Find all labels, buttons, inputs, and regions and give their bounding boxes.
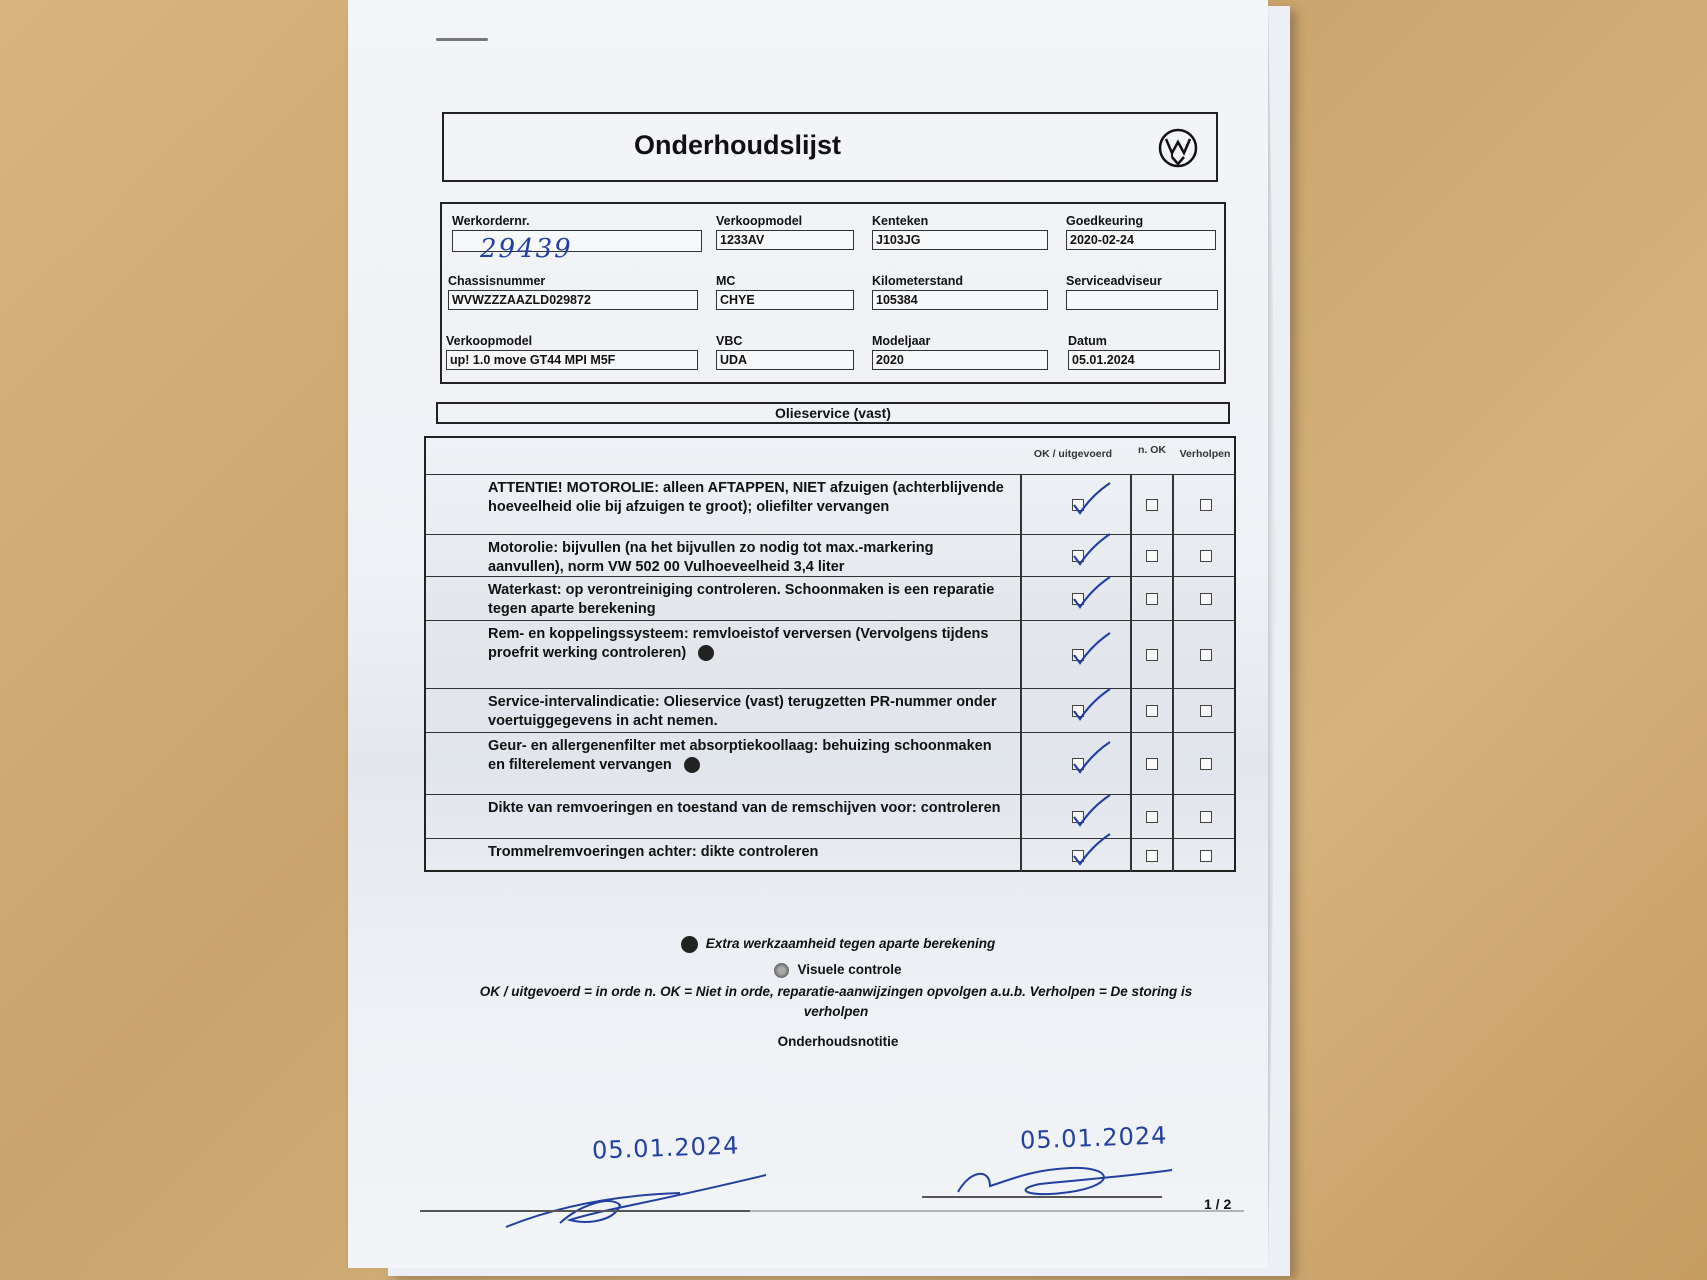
serviceadviseur-field: Serviceadviseur — [1066, 274, 1218, 310]
legend-visual: Visuele controle — [448, 962, 1228, 978]
checkbox-nok[interactable] — [1146, 705, 1158, 717]
checkbox-nok[interactable] — [1146, 649, 1158, 661]
checklist-row — [426, 534, 1234, 576]
checkbox-verholpen[interactable] — [1200, 593, 1212, 605]
checklist-row — [426, 732, 1234, 794]
checkbox-nok[interactable] — [1146, 499, 1158, 511]
left-signature — [500, 1165, 780, 1235]
checkbox-nok[interactable] — [1146, 550, 1158, 562]
checkbox-verholpen[interactable] — [1200, 550, 1212, 562]
check-mark-icon — [1070, 793, 1116, 829]
vbc-field: VBC UDA — [716, 334, 854, 370]
page-number: 1 / 2 — [1204, 1196, 1232, 1212]
col-header-ok: OK / uitgevoerd — [1033, 448, 1113, 460]
vw-logo-icon — [1158, 128, 1198, 168]
title-box — [442, 112, 1218, 182]
legend-extra: Extra werkzaamheid tegen aparte berekening — [448, 936, 1228, 953]
checklist-item-text: Geur- en allergenenfilter met absorptiekoollaag: behuizing schoonmaken en filterelement vervangen — [488, 738, 992, 773]
check-mark-icon — [1070, 532, 1116, 568]
check-mark-icon — [1070, 631, 1116, 667]
extra-dot-icon — [681, 936, 698, 953]
verkoopmodel-name-field: Verkoopmodel up! 1.0 move GT44 MPI M5F — [446, 334, 698, 370]
check-mark-icon — [1070, 687, 1116, 723]
checkbox-verholpen[interactable] — [1200, 758, 1212, 770]
verkoopmodel-code-field: Verkoopmodel 1233AV — [716, 214, 854, 250]
kilometerstand-field: Kilometerstand 105384 — [872, 274, 1048, 310]
checklist-table — [424, 436, 1236, 872]
checkbox-nok[interactable] — [1146, 758, 1158, 770]
right-signature-date: 05.01.2024 — [1019, 1121, 1168, 1155]
checkbox-nok[interactable] — [1146, 593, 1158, 605]
visual-dot-icon — [774, 963, 789, 978]
modeljaar-field: Modeljaar 2020 — [872, 334, 1048, 370]
checklist-item-text: Trommelremvoeringen achter: dikte controleren — [488, 844, 819, 860]
check-mark-icon — [1070, 575, 1116, 611]
left-signature-date: 05.01.2024 — [591, 1131, 740, 1165]
checklist-row — [426, 474, 1234, 534]
checkbox-verholpen[interactable] — [1200, 499, 1212, 511]
checklist-item-text: Motorolie: bijvullen (na het bijvullen zo nodig tot max.-markering aanvullen), norm VW 502 00 Vulhoeveelheid 3,4 liter — [488, 540, 934, 575]
werkorder-field: Werkordernr. 29439 — [452, 214, 702, 252]
legend-explanation: OK / uitgevoerd = in orde n. OK = Niet in orde, reparatie-aanwijzingen opvolgen a.u.b. Verholpen = De storing is verholpen — [479, 984, 1193, 1019]
checkbox-nok[interactable] — [1146, 850, 1158, 862]
checklist-row — [426, 688, 1234, 732]
checklist-item-text: ATTENTIE! MOTOROLIE: alleen AFTAPPEN, NIET afzuigen (achterblijvende hoeveelheid olie bij afzuigen te groot); oliefilter vervangen — [488, 480, 1004, 515]
check-mark-icon — [1070, 832, 1116, 868]
checkbox-verholpen[interactable] — [1200, 811, 1212, 823]
checklist-item-text: Dikte van remvoeringen en toestand van de remschijven voor: controleren — [488, 800, 1001, 816]
chassis-field: Chassisnummer WVWZZZAAZLD029872 — [448, 274, 698, 310]
checklist-item-text: Service-intervalindicatie: Olieservice (vast) terugzetten PR-nummer onder voertuiggegevens in acht nemen. — [488, 694, 997, 729]
checklist-row — [426, 838, 1234, 872]
goedkeuring-field: Goedkeuring 2020-02-24 — [1066, 214, 1216, 250]
werkorder-value: 29439 — [480, 234, 573, 264]
checkbox-verholpen[interactable] — [1200, 705, 1212, 717]
extra-work-dot-icon — [684, 757, 700, 773]
checkbox-verholpen[interactable] — [1200, 649, 1212, 661]
col-header-verholpen: Verholpen — [1179, 448, 1231, 460]
extra-work-dot-icon — [698, 645, 714, 661]
notes-title: Onderhoudsnotitie — [777, 1034, 899, 1049]
datum-field: Datum 05.01.2024 — [1068, 334, 1220, 370]
col-header-nok: n. OK — [1138, 444, 1166, 456]
checklist-row — [426, 576, 1234, 620]
check-mark-icon — [1070, 481, 1116, 517]
vehicle-info-box — [440, 202, 1226, 384]
checkbox-nok[interactable] — [1146, 811, 1158, 823]
staple — [436, 38, 488, 41]
checklist-row — [426, 620, 1234, 688]
section-title: Olieservice (vast) — [436, 402, 1230, 424]
checklist-item-text: Waterkast: op verontreiniging controleren. Schoonmaken is een reparatie tegen aparte berekening — [488, 582, 995, 617]
mc-field: MC CHYE — [716, 274, 854, 310]
document-title: Onderhoudslijst — [634, 130, 842, 160]
check-mark-icon — [1070, 740, 1116, 776]
right-signature — [950, 1150, 1180, 1210]
checkbox-verholpen[interactable] — [1200, 850, 1212, 862]
kenteken-field: Kenteken J103JG — [872, 214, 1048, 250]
checklist-item-text: Rem- en koppelingssysteem: remvloeistof verversen (Vervolgens tijdens proefrit werking controleren) — [488, 626, 989, 661]
